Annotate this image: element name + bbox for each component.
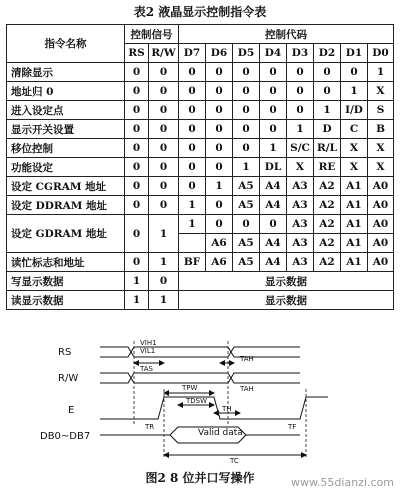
cell-rs: 0	[125, 101, 149, 120]
subheader-rs: RS	[125, 44, 149, 63]
label-tah1: TAH	[240, 355, 254, 363]
cell-rs: 0	[125, 196, 149, 215]
cell-rw: 0	[149, 63, 179, 82]
cell-d5: 0	[233, 63, 260, 82]
signal-e: E	[68, 405, 75, 416]
cell-d5: 1	[233, 158, 260, 177]
label-vil: VIL1	[140, 347, 156, 355]
cell-rw: 1	[149, 253, 179, 272]
cell-d4: 0	[260, 120, 287, 139]
table-row	[7, 196, 394, 215]
cell-d3: A3	[287, 253, 314, 272]
cell-d6: 0	[206, 82, 233, 101]
cell-d3: A3	[287, 234, 314, 253]
subheader-d2: D2	[314, 44, 341, 63]
cell-d3: 1	[287, 120, 314, 139]
row-name: 移位控制	[7, 139, 125, 158]
label-tpw: TPW	[182, 384, 198, 392]
cell-d6: 1	[206, 177, 233, 196]
table-row	[7, 177, 394, 196]
table-row	[7, 139, 394, 158]
cell-rs: 0	[125, 120, 149, 139]
cell-rs: 1	[125, 272, 149, 291]
cell-d1: X	[341, 158, 368, 177]
cell-d0: A0	[368, 234, 394, 253]
label-tf: TF	[288, 423, 297, 431]
table-row	[7, 82, 394, 101]
header-code: 控制代码	[179, 25, 394, 44]
cell-d4: A4	[260, 177, 287, 196]
cell-rs: 0	[125, 177, 149, 196]
cell-d0: 1	[368, 63, 394, 82]
cell-d6: 0	[206, 215, 233, 234]
cell-rs: 0	[125, 139, 149, 158]
cell-d5: 0	[233, 139, 260, 158]
cell-d0: X	[368, 82, 394, 101]
cell-d0: A0	[368, 177, 394, 196]
timing-diagram	[0, 333, 400, 465]
subheader-d6: D6	[206, 44, 233, 63]
header-signal: 控制信号	[125, 25, 179, 44]
row-name: 功能设定	[7, 158, 125, 177]
rw-wave-b	[100, 373, 300, 383]
valid-data-label: Valid data	[198, 428, 243, 438]
cell-d5: A5	[233, 253, 260, 272]
cell-rw: 0	[149, 177, 179, 196]
cell-d4: 0	[260, 215, 287, 234]
cell-d7: 0	[179, 63, 206, 82]
cell-d2: 1	[314, 101, 341, 120]
cell-d4: 0	[260, 63, 287, 82]
cell-d7: 0	[179, 101, 206, 120]
cell-d4: A4	[260, 196, 287, 215]
cell-d5: A5	[233, 234, 260, 253]
cell-d3: S/C	[287, 139, 314, 158]
cell-d6: 0	[206, 120, 233, 139]
cell-rs: 0	[125, 158, 149, 177]
label-tc: TC	[230, 457, 239, 465]
label-th: TH	[222, 405, 232, 413]
cell-rw: 0	[149, 196, 179, 215]
cell-d5: 0	[233, 82, 260, 101]
row-name: 设定 DDRAM 地址	[7, 196, 125, 215]
cell-d2: 0	[314, 82, 341, 101]
cell-d0: X	[368, 158, 394, 177]
table-row	[7, 158, 394, 177]
cell-d2: D	[314, 120, 341, 139]
cell-d2: A2	[314, 177, 341, 196]
table-row	[7, 101, 394, 120]
cell-d1: 1	[341, 82, 368, 101]
cell-d6: 0	[206, 139, 233, 158]
cell-d7: 0	[179, 139, 206, 158]
cell-rw: 0	[149, 120, 179, 139]
cell-d1: A1	[341, 196, 368, 215]
table-row	[7, 215, 394, 234]
cell-rs: 0	[125, 82, 149, 101]
header-name: 指令名称	[7, 25, 125, 63]
cell-d6: 0	[206, 101, 233, 120]
cell-rw: 0	[149, 139, 179, 158]
cell-d2: A2	[314, 234, 341, 253]
table-row	[7, 272, 394, 291]
label-tas: TAS	[140, 365, 153, 373]
cell-rs: 0	[125, 215, 149, 253]
cell-d3: A3	[287, 196, 314, 215]
rw-wave	[100, 373, 300, 383]
cell-d5: A5	[233, 196, 260, 215]
cell-d0: A0	[368, 196, 394, 215]
cell-d1: X	[341, 139, 368, 158]
cell-d3: A3	[287, 177, 314, 196]
cell-rs: 0	[125, 253, 149, 272]
subheader-d0: D0	[368, 44, 394, 63]
table-caption: 表2 液晶显示控制指令表	[133, 5, 267, 19]
table-row	[7, 63, 394, 82]
cell-d0: B	[368, 120, 394, 139]
cell-d7: 1	[179, 215, 206, 234]
cell-d0: X	[368, 139, 394, 158]
label-tdsw: TDSW	[186, 397, 208, 405]
cell-rw: 0	[149, 158, 179, 177]
cell-d1: 0	[341, 63, 368, 82]
cell-d6: 0	[206, 63, 233, 82]
subheader-d7: D7	[179, 44, 206, 63]
cell-d6: 0	[206, 158, 233, 177]
subheader-d5: D5	[233, 44, 260, 63]
cell-d2: A2	[314, 253, 341, 272]
cell-d1: A1	[341, 234, 368, 253]
cell-d1: C	[341, 120, 368, 139]
subheader-d4: D4	[260, 44, 287, 63]
cell-d5: A5	[233, 177, 260, 196]
cell-d5: 0	[233, 120, 260, 139]
cell-data: 显示数据	[179, 291, 394, 310]
cell-rw: 1	[149, 291, 179, 310]
cell-d2: 0	[314, 63, 341, 82]
rs-wave-b	[100, 347, 300, 357]
cell-d2: R/L	[314, 139, 341, 158]
subheader-rw: R/W	[149, 44, 179, 63]
instruction-table	[6, 24, 394, 310]
cell-d3: 0	[287, 101, 314, 120]
row-name: 读忙标志和地址	[7, 253, 125, 272]
cell-d4: 0	[260, 82, 287, 101]
cell-d7: 0	[179, 158, 206, 177]
cell-d7: 0	[179, 120, 206, 139]
cell-d2: RE	[314, 158, 341, 177]
label-tr: TR	[145, 423, 155, 431]
row-name: 地址归 0	[7, 82, 125, 101]
cell-d4: 0	[260, 101, 287, 120]
rs-wave	[100, 347, 300, 357]
row-name: 读显示数据	[7, 291, 125, 310]
subheader-d1: D1	[341, 44, 368, 63]
cell-d0: A0	[368, 215, 394, 234]
table-row	[7, 120, 394, 139]
cell-d5: 0	[233, 101, 260, 120]
cell-d1: A1	[341, 215, 368, 234]
signal-db: DB0~DB7	[40, 431, 91, 442]
label-tah2: TAH	[240, 385, 254, 393]
cell-rw: 0	[149, 272, 179, 291]
subheader-d3: D3	[287, 44, 314, 63]
cell-d1: A1	[341, 253, 368, 272]
cell-rs: 1	[125, 291, 149, 310]
cell-d3: A3	[287, 215, 314, 234]
table-row	[7, 291, 394, 310]
cell-d5: 0	[233, 215, 260, 234]
cell-d6: 0	[206, 196, 233, 215]
cell-rw: 0	[149, 101, 179, 120]
cell-d6: A6	[206, 234, 233, 253]
cell-d7: 1	[179, 196, 206, 215]
cell-d7: BF	[179, 253, 206, 272]
row-name: 显示开关设置	[7, 120, 125, 139]
cell-d0: A0	[368, 253, 394, 272]
cell-d7-blank	[179, 234, 206, 253]
signal-rw: R/W	[58, 373, 79, 384]
cell-d4: DL	[260, 158, 287, 177]
cell-d1: I/D	[341, 101, 368, 120]
timing-svg	[0, 333, 400, 465]
cell-d0: S	[368, 101, 394, 120]
signal-rs: RS	[58, 347, 72, 358]
row-name: 设定 CGRAM 地址	[7, 177, 125, 196]
cell-d3: 0	[287, 63, 314, 82]
cell-d4: A4	[260, 253, 287, 272]
cell-rw: 0	[149, 82, 179, 101]
cell-d3: X	[287, 158, 314, 177]
figure-caption: 图2 8 位并口写操作	[145, 471, 255, 485]
row-name: 设定 GDRAM 地址	[7, 215, 125, 253]
cell-d2: A2	[314, 215, 341, 234]
cell-d3: 0	[287, 82, 314, 101]
cell-d2: A2	[314, 196, 341, 215]
watermark: www.55dianzi.com	[290, 476, 394, 489]
cell-d7: 0	[179, 177, 206, 196]
label-vih: VIH1	[140, 339, 157, 347]
row-name: 进入设定点	[7, 101, 125, 120]
cell-d6: A6	[206, 253, 233, 272]
row-name: 清除显示	[7, 63, 125, 82]
cell-d4: 1	[260, 139, 287, 158]
cell-d1: A1	[341, 177, 368, 196]
cell-rs: 0	[125, 63, 149, 82]
cell-rw: 1	[149, 215, 179, 253]
cell-d4: A4	[260, 234, 287, 253]
cell-data: 显示数据	[179, 272, 394, 291]
cell-d7: 0	[179, 82, 206, 101]
table-row	[7, 253, 394, 272]
row-name: 写显示数据	[7, 272, 125, 291]
